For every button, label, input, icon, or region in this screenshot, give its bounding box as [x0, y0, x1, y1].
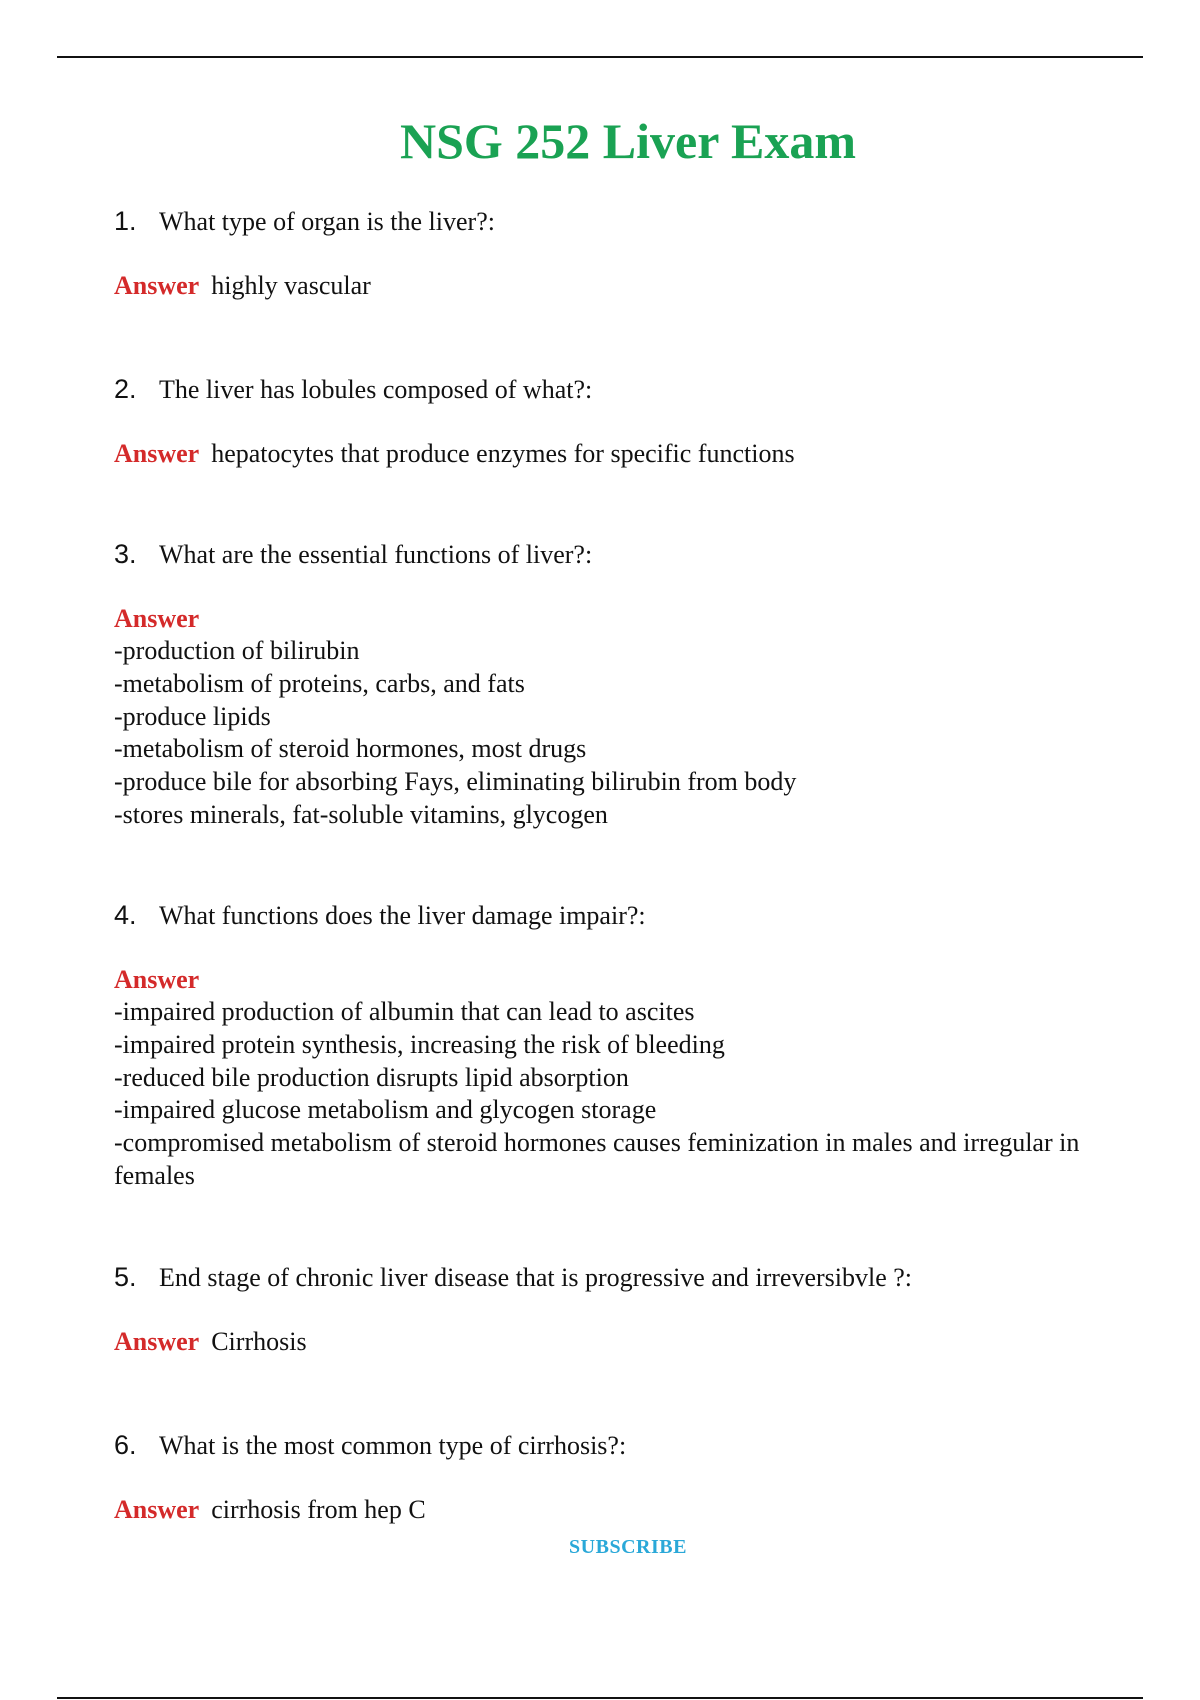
- question-text: What are the essential functions of liver?:: [159, 540, 593, 569]
- answer-text: cirrhosis from hep C: [211, 1495, 426, 1524]
- question-text: End stage of chronic liver disease that is progressive and irreversibvle ?:: [159, 1263, 913, 1292]
- question-number: 3.: [114, 539, 137, 569]
- top-rule: [57, 56, 1143, 58]
- subscribe-link[interactable]: SUBSCRIBE: [569, 1536, 687, 1558]
- question-number: 4.: [114, 900, 137, 930]
- answer-label: Answer: [114, 965, 200, 994]
- bottom-rule: [57, 1697, 1143, 1699]
- answer-item: -metabolism of steroid hormones, most drugs: [114, 734, 587, 764]
- question-number: 6.: [114, 1430, 137, 1460]
- answer-text: hepatocytes that produce enzymes for specific functions: [211, 439, 795, 468]
- answer-item: -production of bilirubin: [114, 636, 360, 665]
- answer-item: -metabolism of proteins, carbs, and fats: [114, 668, 525, 698]
- answer-4: [114, 963, 1134, 996]
- answer-label: Answer: [114, 1327, 200, 1356]
- answer-label: Answer: [114, 439, 200, 468]
- answer-text: highly vascular: [211, 271, 371, 300]
- question-3: [114, 537, 1134, 571]
- question-block-4: [114, 898, 1134, 1193]
- answer-item: -impaired protein synthesis, increasing the risk of bleeding: [114, 1029, 725, 1059]
- answer-item: -produce lipids: [114, 701, 271, 731]
- question-text: The liver has lobules composed of what?:: [159, 375, 593, 404]
- answer-1: [114, 269, 1134, 302]
- answer-text: Cirrhosis: [211, 1327, 307, 1356]
- question-text: What type of organ is the liver?:: [159, 207, 495, 236]
- question-number: 5.: [114, 1262, 137, 1292]
- question-block-2: [114, 372, 1134, 470]
- question-6: [114, 1428, 1134, 1462]
- answer-item: -impaired production of albumin that can lead to ascites: [114, 997, 695, 1026]
- answer-list-3: [114, 635, 1134, 832]
- question-4: [114, 898, 1134, 932]
- answer-item: -impaired glucose metabolism and glycogen storage: [114, 1095, 657, 1125]
- question-text: What functions does the liver damage impair?:: [159, 901, 646, 930]
- answer-label: Answer: [114, 604, 200, 633]
- answer-item: -produce bile for absorbing Fays, eliminating bilirubin from body: [114, 767, 797, 797]
- question-block-5: [114, 1260, 1134, 1358]
- answer-2: [114, 437, 1134, 470]
- question-number: 1.: [114, 206, 137, 236]
- answer-item: -reduced bile production disrupts lipid absorption: [114, 1062, 629, 1092]
- answer-item: -stores minerals, fat-soluble vitamins, glycogen: [114, 799, 608, 829]
- question-block-6: [114, 1428, 1134, 1526]
- question-1: [114, 204, 1134, 238]
- page-title: NSG 252 Liver Exam: [399, 113, 857, 169]
- question-5: [114, 1260, 1134, 1294]
- question-2: [114, 372, 1134, 406]
- answer-5: [114, 1325, 1134, 1358]
- question-block-3: [114, 537, 1134, 832]
- answer-list-4: [114, 996, 1134, 1193]
- answer-label: Answer: [114, 271, 200, 300]
- answer-label: Answer: [114, 1495, 200, 1524]
- answer-item: -compromised metabolism of steroid hormones causes feminization in males and irregular in females: [114, 1128, 1080, 1190]
- answer-3: [114, 602, 1134, 635]
- question-text: What is the most common type of cirrhosis?:: [159, 1431, 627, 1460]
- answer-6: [114, 1493, 1134, 1526]
- question-number: 2.: [114, 374, 137, 404]
- question-block-1: [114, 204, 1134, 302]
